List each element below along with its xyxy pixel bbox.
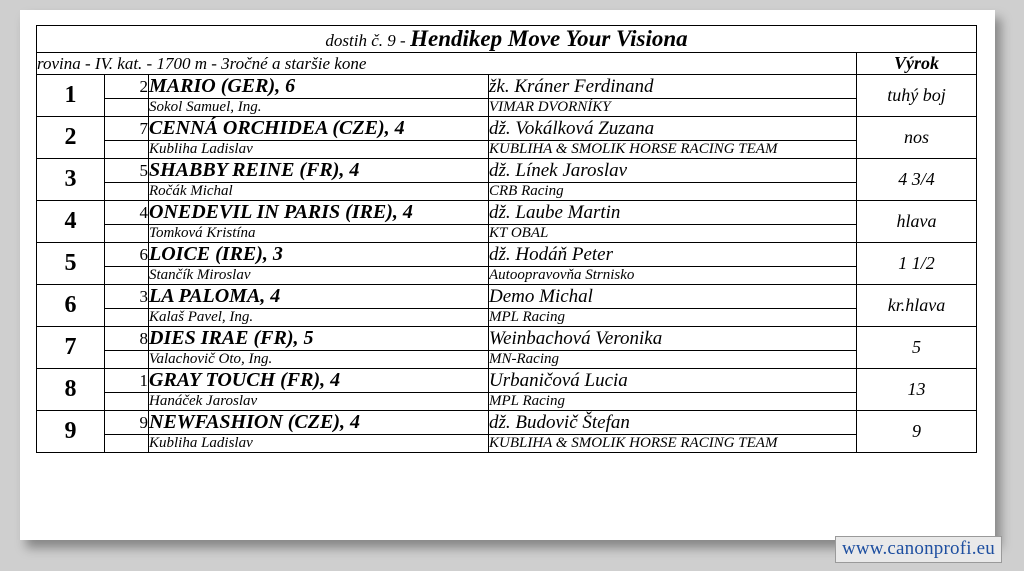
row-owner-name: MPL Racing	[489, 309, 857, 327]
row-owner-name: CRB Racing	[489, 183, 857, 201]
row-position: 9	[37, 411, 105, 453]
row-position: 1	[37, 75, 105, 117]
row-jockey-name: dž. Laube Martin	[489, 201, 857, 225]
row-position: 7	[37, 327, 105, 369]
column-header-verdict: Výrok	[857, 53, 977, 75]
row-spacer	[105, 267, 149, 285]
table-row	[37, 75, 977, 99]
table-header-title-row	[37, 26, 977, 53]
row-trainer-name: Sokol Samuel, Ing.	[149, 99, 489, 117]
row-position: 2	[37, 117, 105, 159]
table-row	[37, 117, 977, 141]
table-row-secondary	[37, 141, 977, 159]
row-jockey-name: Urbaničová Lucia	[489, 369, 857, 393]
row-trainer-name: Ročák Michal	[149, 183, 489, 201]
row-saddle-number: 8	[105, 327, 149, 351]
row-horse-name: LOICE (IRE), 3	[149, 243, 489, 267]
row-horse-name: LA PALOMA, 4	[149, 285, 489, 309]
row-owner-name: MN-Racing	[489, 351, 857, 369]
row-horse-name: GRAY TOUCH (FR), 4	[149, 369, 489, 393]
row-jockey-name: žk. Kráner Ferdinand	[489, 75, 857, 99]
row-verdict: 1 1/2	[857, 243, 977, 285]
row-verdict: 13	[857, 369, 977, 411]
row-spacer	[105, 183, 149, 201]
row-position: 8	[37, 369, 105, 411]
row-saddle-number: 3	[105, 285, 149, 309]
table-row	[37, 411, 977, 435]
row-spacer	[105, 141, 149, 159]
row-horse-name: CENNÁ ORCHIDEA (CZE), 4	[149, 117, 489, 141]
row-spacer	[105, 225, 149, 243]
table-row-secondary	[37, 309, 977, 327]
row-saddle-number: 9	[105, 411, 149, 435]
table-row	[37, 159, 977, 183]
row-position: 5	[37, 243, 105, 285]
row-spacer	[105, 99, 149, 117]
row-jockey-name: dž. Hodáň Peter	[489, 243, 857, 267]
row-position: 4	[37, 201, 105, 243]
row-trainer-name: Stančík Miroslav	[149, 267, 489, 285]
watermark-link[interactable]: www.canonprofi.eu	[835, 536, 1002, 563]
row-horse-name: MARIO (GER), 6	[149, 75, 489, 99]
row-saddle-number: 7	[105, 117, 149, 141]
row-horse-name: ONEDEVIL IN PARIS (IRE), 4	[149, 201, 489, 225]
row-saddle-number: 5	[105, 159, 149, 183]
row-saddle-number: 4	[105, 201, 149, 225]
race-title-cell	[37, 26, 977, 53]
row-owner-name: MPL Racing	[489, 393, 857, 411]
table-row	[37, 201, 977, 225]
row-position: 6	[37, 285, 105, 327]
row-verdict: kr.hlava	[857, 285, 977, 327]
row-position: 3	[37, 159, 105, 201]
row-trainer-name: Kubliha Ladislav	[149, 435, 489, 453]
row-verdict: hlava	[857, 201, 977, 243]
row-verdict: tuhý boj	[857, 75, 977, 117]
row-trainer-name: Tomková Kristína	[149, 225, 489, 243]
row-spacer	[105, 393, 149, 411]
row-saddle-number: 1	[105, 369, 149, 393]
table-row-secondary	[37, 183, 977, 201]
table-row-secondary	[37, 267, 977, 285]
result-sheet	[20, 10, 995, 540]
table-row-secondary	[37, 393, 977, 411]
row-owner-name: VIMAR DVORNÍKY	[489, 99, 857, 117]
table-row	[37, 369, 977, 393]
row-horse-name: DIES IRAE (FR), 5	[149, 327, 489, 351]
row-trainer-name: Hanáček Jaroslav	[149, 393, 489, 411]
table-row-secondary	[37, 435, 977, 453]
row-owner-name: KT OBAL	[489, 225, 857, 243]
row-owner-name: KUBLIHA & SMOLIK HORSE RACING TEAM	[489, 141, 857, 159]
table-row	[37, 285, 977, 309]
row-verdict: nos	[857, 117, 977, 159]
table-row-secondary	[37, 225, 977, 243]
row-horse-name: SHABBY REINE (FR), 4	[149, 159, 489, 183]
row-jockey-name: dž. Línek Jaroslav	[489, 159, 857, 183]
row-trainer-name: Kubliha Ladislav	[149, 141, 489, 159]
row-spacer	[105, 351, 149, 369]
row-saddle-number: 2	[105, 75, 149, 99]
row-verdict: 5	[857, 327, 977, 369]
table-header-conditions-row	[37, 53, 977, 75]
race-name-label: Hendikep Move Your Visiona	[410, 26, 688, 51]
race-results-table	[36, 25, 977, 453]
table-row-secondary	[37, 99, 977, 117]
row-jockey-name: dž. Budovič Štefan	[489, 411, 857, 435]
row-jockey-name: dž. Vokálková Zuzana	[489, 117, 857, 141]
row-trainer-name: Valachovič Oto, Ing.	[149, 351, 489, 369]
row-saddle-number: 6	[105, 243, 149, 267]
row-trainer-name: Kalaš Pavel, Ing.	[149, 309, 489, 327]
table-row	[37, 243, 977, 267]
race-number-label: dostih č. 9 -	[325, 31, 406, 50]
row-owner-name: KUBLIHA & SMOLIK HORSE RACING TEAM	[489, 435, 857, 453]
row-jockey-name: Demo Michal	[489, 285, 857, 309]
race-conditions: rovina - IV. kat. - 1700 m - 3ročné a staršie kone	[37, 53, 857, 75]
row-owner-name: Autoopravovňa Strnisko	[489, 267, 857, 285]
row-jockey-name: Weinbachová Veronika	[489, 327, 857, 351]
row-spacer	[105, 309, 149, 327]
row-spacer	[105, 435, 149, 453]
table-row	[37, 327, 977, 351]
table-row-secondary	[37, 351, 977, 369]
row-verdict: 9	[857, 411, 977, 453]
row-horse-name: NEWFASHION (CZE), 4	[149, 411, 489, 435]
row-verdict: 4 3/4	[857, 159, 977, 201]
